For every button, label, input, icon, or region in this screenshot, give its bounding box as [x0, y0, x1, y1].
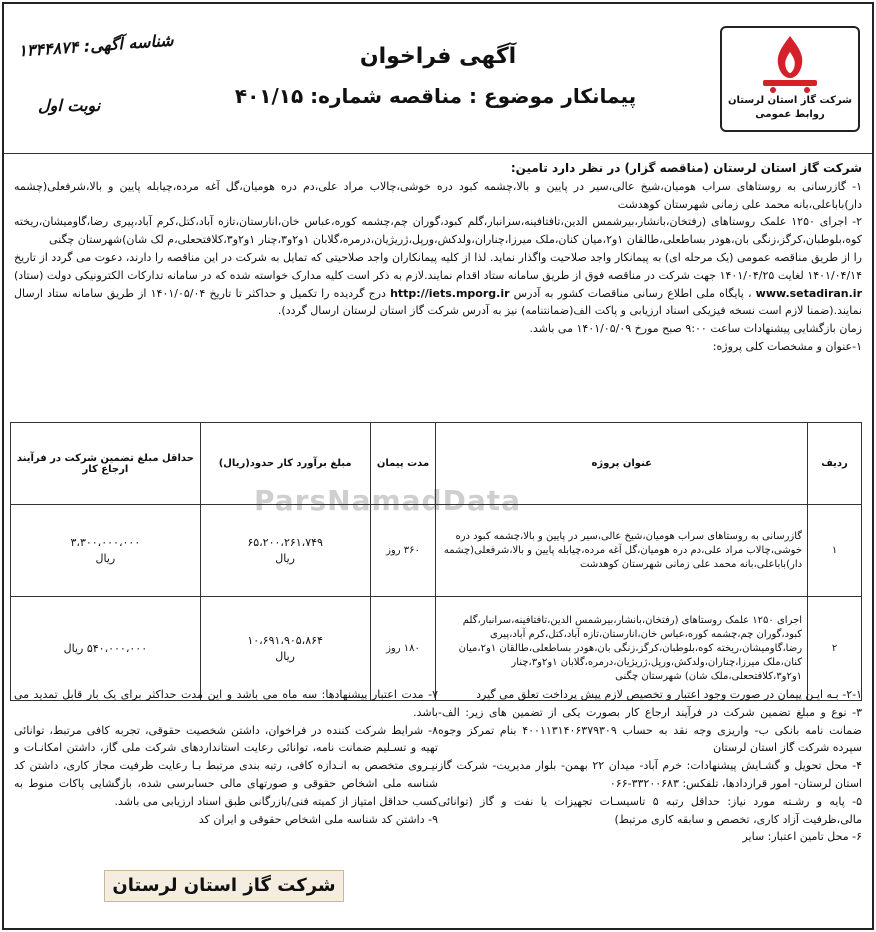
- col-header-duration: مدت پیمان: [370, 423, 436, 505]
- project-title: اجرای ۱۲۵۰ علمک روستاهای (رفتخان،بانشار،بیرشمس الدین،تافتافینه،سرانبار،گلم کبود،گوران چم،چشمه کوره،عباس خان،انارستان،تازه آباد،کتل،کرم آباد،پیری رضا،گاومیشان،ریخته کوه،بلوطبان،کرگز،زنگی بان،هودر بساطعلی،طالقان ۱و۲،میان کنان،ملک میرزا،چناران،ولدکش،ورپل،ژریژیان،درمره،گلابان ۱و۲و۳،چنار ۱و۲و۳،کلافتحعلی،ملک شان) شهرستان چگنی: [436, 597, 808, 701]
- notice-title: آگهی فراخوان: [359, 44, 517, 69]
- invitation-text-b: ، پایگاه ملی اطلاع رسانی مناقصات کشور به آدرس: [513, 286, 752, 300]
- estimate-unit: ریال: [275, 649, 295, 663]
- table-header-row: [11, 423, 862, 505]
- col-header-title: عنوان پروژه: [436, 423, 808, 505]
- condition-item: ۷- مدت اعتبار پیشنهادها: سه ماه می باشد و این مدت حداکثر برای یک بار قابل تمدید می باشد.: [14, 688, 438, 719]
- projects-table: [10, 422, 862, 701]
- col-header-row-number: ردیف: [808, 423, 862, 505]
- estimate-unit: ریال: [275, 551, 295, 565]
- guarantee-amount: ۳،۳۰۰،۰۰۰،۰۰۰: [70, 535, 141, 549]
- setad-link[interactable]: www.setadiran.ir: [755, 286, 863, 300]
- condition-item: ۸- شرایط شرکت کننده در فراخوان، داشتن شخصیت حقوقی، تجربه کافی مرتبط، توانائی تهیه و تسـلیم ضمانت نامه، توانائی رعایت استانداردهای شرکت ملی گاز، داشتن امکانـات و نیـروی متخصص به انـدازه کافی، رتبه بندی مرتبط بـا رعایت ظرفیت مجاز کاری، داشتن کد شناسه ملی اشخاص حقوقی و صورتهای مالی حسابرسی شده، بازگشایی پاکات منوط به کسب حداقل امتیاز از کمیته فنی/بازرگانی طبق اسناد ارزیابی می باشد.: [14, 723, 438, 808]
- condition-item: ۳- نوع و مبلغ تضمین شرکت در فرآیند ارجاع کار بصورت یکی از تضمین های زیر: الف- ضمانت نامه بانکی ب- واریزی وجه نقد به حساب ۴۰۰۱۱۳۱۴۰۶۳۷۹۳۰۹ بنام تمرکز وجوه سپرده شرکت گاز استان لرستان: [438, 705, 862, 755]
- intro-lead: شرکت گاز استان لرستان (مناقصه گزار) در نظر دارد تامین:: [510, 161, 862, 175]
- iets-link[interactable]: http://iets.mporg.ir: [390, 286, 510, 300]
- project-duration: ۱۸۰ روز: [370, 597, 436, 701]
- project-estimate: [200, 597, 370, 701]
- guarantee-amount: ۵۴۰،۰۰۰،۰۰۰ ریال: [63, 641, 148, 655]
- footer-company-name: شرکت گاز استان لرستان: [104, 870, 344, 902]
- project-title: گازرسانی به روستاهای سراب هومیان،شیخ عالی،سیر در پایین و بالا،چشمه کبود دره خوشی،چالاب مراد علی،دم دره هومیان،گل آغه مرده،چیابله پایین و بالا،شرفعلی(چشمه دار)باباعلی،بانه محمد علی زمانی شهرستان کوهدشت: [436, 505, 808, 597]
- estimate-amount: ۶۵،۲۰۰،۲۶۱،۷۴۹: [247, 535, 323, 549]
- condition-item: ۹- داشتن کد شناسه ملی اشخاص حقوقی و ایران کد: [198, 812, 438, 826]
- col-header-estimate: مبلغ برآورد کار حدود(ریال): [200, 423, 370, 505]
- logo-department: روابط عمومی: [755, 109, 825, 120]
- tender-subtitle: پیمانکار موضوع : مناقصه شماره: ۴۰۱/۱۵: [234, 84, 637, 108]
- condition-item: ۶- محل تامین اعتبار: سایر: [742, 830, 862, 844]
- gas-flame-logo-icon: [755, 32, 825, 94]
- row-number: ۲: [808, 597, 862, 701]
- col-header-guarantee: حداقل مبلغ تضمین شرکت در فرآیند ارجاع کار: [11, 423, 201, 505]
- notice-header: [4, 4, 872, 154]
- project-duration: ۳۶۰ روز: [370, 505, 436, 597]
- project-estimate: [200, 505, 370, 597]
- intro-invitation: [14, 249, 862, 320]
- project-guarantee: [11, 597, 201, 701]
- project-section-heading: ۱-عنوان و مشخصات کلی پروژه:: [712, 339, 862, 353]
- publication-round: نوبت اول: [38, 96, 101, 115]
- table-row: [11, 505, 862, 597]
- invitation-text-c: درج گردیده را تکمیل و حداکثر تا تاریخ ۱۴۰۱/۰۵/۰۴ از طریق سامانه ستاد ارسال نمایند.(ضمنا لازم است نسخه فیزیکی اسناد ارزیابی و پاکت الف(ضمانتنامه) نیز به آدرس شرکت گاز استان لرستان ارسال گردد).: [14, 286, 862, 318]
- project-guarantee: [11, 505, 201, 597]
- ad-identifier: شناسه آگهی: ۱۳۴۴۸۷۴: [17, 30, 175, 61]
- intro-item-1: ۱- گازرسانی به روستاهای سراب هومیان،شیخ عالی،سیر در پایین و بالا،چشمه کبود دره خوشی،چالاب مراد علی،دم دره هومیان،گل آغه مرده،چیابله پایین و بالا،شرفعلی(چشمه دار)باباعلی،بانه محمد علی زمانی شهرستان کوهدشت: [14, 179, 862, 211]
- condition-item: ۵- پایه و رشـته مورد نیاز: حداقل رتبه ۵ تاسیسـات تجهیزات یا نفت و گاز (توانائی مالی،ظرفیت آزاد کاری، تخصص و سابقه کاری مرتبط): [438, 794, 862, 826]
- table-row: [11, 597, 862, 701]
- condition-item: ۲-۱- بـه ایـن پیمان در صورت وجود اعتبار و تخصیص لازم پیش پرداخت تعلق می گیرد: [476, 688, 862, 701]
- notice-frame: [2, 2, 874, 930]
- logo-company-name: شرکت گاز استان لرستان: [727, 95, 853, 106]
- watermark: ParsNamadData: [254, 484, 521, 517]
- guarantee-unit: ریال: [95, 551, 116, 565]
- conditions-left-column: [14, 686, 438, 828]
- notice-body: [14, 160, 862, 356]
- condition-item: ۴- محل تحویل و گشـایش پیشنهادات: خرم آباد- میدان ۲۲ بهمن- بلوار مدیریت- شرکت گاز استان لرستان- امور قراردادها، تلفکس: ۳۳۲۰۰۶۸۳-۰۶۶: [438, 759, 862, 790]
- opening-time: زمان بازگشایی پیشنهادات ساعت ۹:۰۰ صبح مورخ ۱۴۰۱/۰۵/۰۹ می باشد.: [529, 322, 862, 336]
- conditions-right-column: [438, 686, 862, 846]
- company-logo: [720, 26, 860, 132]
- estimate-amount: ۱۰،۶۹۱،۹۰۵،۸۶۴: [247, 633, 323, 647]
- intro-item-2: ۲- اجرای ۱۲۵۰ علمک روستاهای (رفتخان،بانشار،بیرشمس الدین،تافتافینه،سرانبار،گلم کبود،گوران چم،چشمه کوره،عباس خان،انارستان،تازه آباد،کتل،کرم آباد،پیری رضا،گاومیشان،ریخته کوه،بلوطبان،کرگز،زنگی بان،هودر بساطعلی،طالقان ۱و۲،میان کنان،ملک میرزا،چناران،ولدکش،ورپل،ژریژیان،درمره،گلابان ۱و۲و۳،چنار ۱و۲و۳،کلافتحعلی،م لک شان)شهرستان چگنی: [14, 215, 862, 247]
- invitation-text-a: را از طریق مناقصه عمومی (یک مرحله ای) به پیمانکار واجد صلاحیت واگذار نماید. لذا از کلیه پیمانکاران واجد صلاحیتی که تمایل به شرکت در این مناقصه را دارند، دعوت می گردد از تاریخ ۱۴۰۱/۰۴/۱۴ لغایت ۱۴۰۱/۰۴/۲۵ جهت شرکت در مناقصه فوق از طریق سامانه ستاد اقدام نمایند.لازم به ذکر است کلیه مدارک خواسته شده که در سامانه تدارکات الکترونیکی دولت (ستاد): [14, 250, 862, 282]
- row-number: ۱: [808, 505, 862, 597]
